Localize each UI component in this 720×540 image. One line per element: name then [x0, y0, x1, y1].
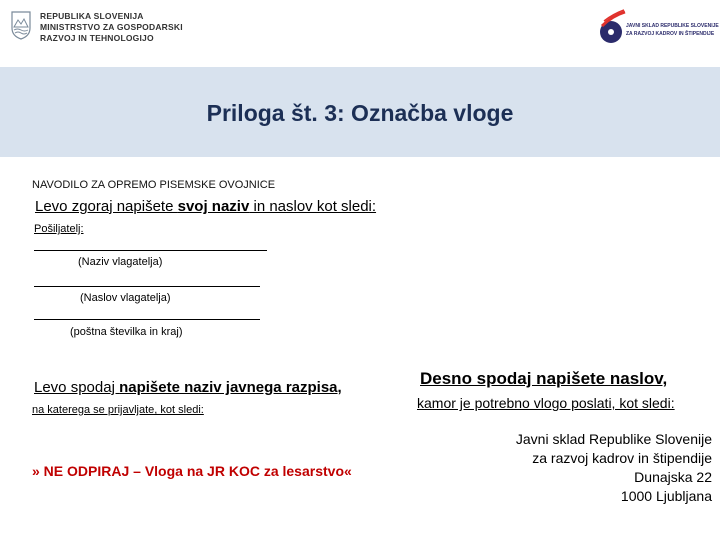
ministry-line-1: REPUBLIKA SLOVENIJA: [40, 11, 144, 21]
do-not-open-label: » NE ODPIRAJ – Vloga na JR KOC za lesarstvo«: [32, 463, 352, 479]
sender-post-line: [34, 319, 260, 320]
address-line-4: 1000 Ljubljana: [620, 488, 712, 504]
ministry-line-2: MINISTRSTVO ZA GOSPODARSKI: [40, 22, 183, 32]
address-line-3: Dunajska 22: [634, 469, 712, 485]
ministry-line-3: RAZVOJ IN TEHNOLOGIJO: [40, 33, 154, 43]
bottom-left-instruction: [34, 379, 342, 396]
top-left-pre: Levo zgoraj napišete: [35, 198, 178, 215]
top-left-post: in naslov kot sledi:: [249, 198, 377, 215]
top-left-bold: svoj naziv: [177, 198, 250, 215]
fund-line-2: ZA RAZVOJ KADROV IN ŠTIPENDIJE: [626, 31, 715, 37]
ministry-logo: [10, 10, 190, 46]
fund-name: [626, 22, 719, 38]
sender-post-caption: (poštna številka in kraj): [70, 326, 183, 338]
sender-address-caption: (Naslov vlagatelja): [80, 292, 171, 304]
address-line-2: za razvoj kadrov in štipendije: [532, 450, 712, 466]
ministry-name: [40, 11, 183, 44]
instructions-heading: NAVODILO ZA OPREMO PISEMSKE OVOJNICE: [32, 179, 276, 191]
sender-label: Pošiljatelj:: [34, 223, 84, 235]
address-line-1: Javni sklad Republike Slovenije: [515, 431, 712, 447]
page-title: Priloga št. 3: Označba vloge: [206, 100, 514, 126]
fund-logo-icon: [598, 8, 628, 48]
sender-name-line: [34, 250, 267, 251]
fund-logo: [598, 8, 719, 48]
bottom-left-bold: napišete naziv javnega razpisa,: [119, 379, 342, 396]
sender-address-line: [34, 286, 260, 287]
fund-line-1: JAVNI SKLAD REPUBLIKE SLOVENIJE: [626, 23, 719, 29]
coat-of-arms-icon: [10, 10, 32, 40]
recipient-address: [516, 430, 712, 506]
bottom-right-instruction: Desno spodaj napišete naslov,: [420, 369, 668, 388]
bottom-left-pre: Levo spodaj: [34, 379, 120, 396]
top-left-instruction: [35, 198, 376, 215]
sender-name-caption: (Naziv vlagatelja): [78, 256, 163, 268]
bottom-left-sub: na katerega se prijavljate, kot sledi:: [32, 404, 204, 416]
bottom-right-sub: kamor je potrebno vlogo poslati, kot sledi:: [417, 395, 675, 411]
